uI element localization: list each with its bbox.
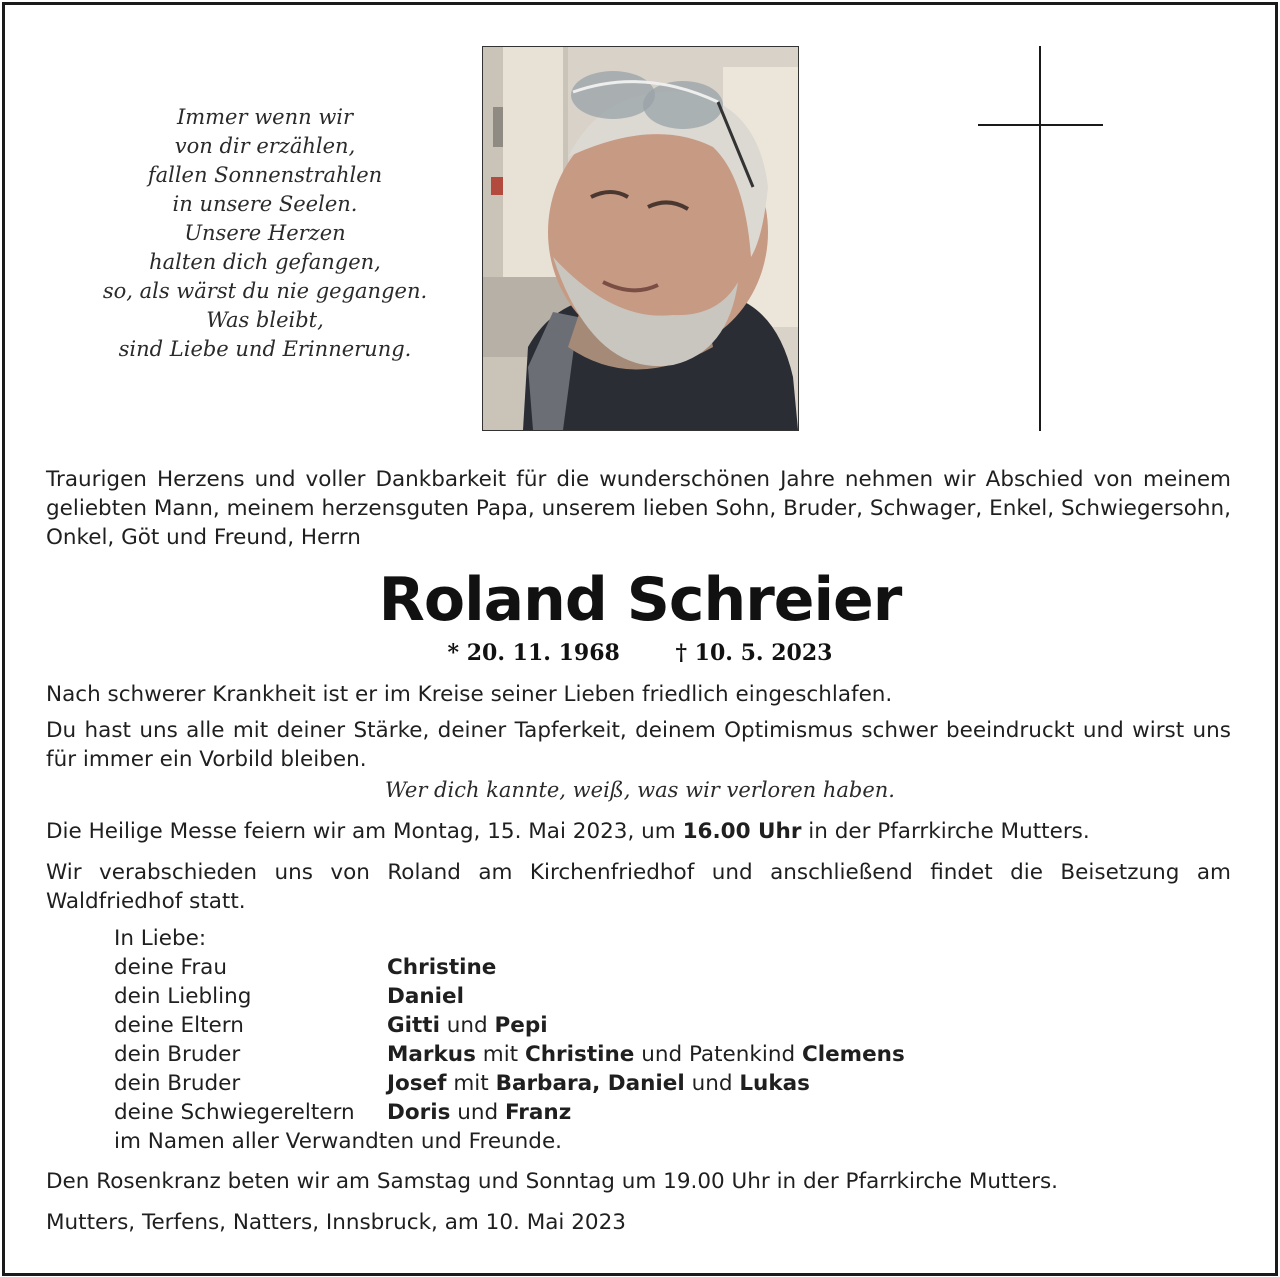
portrait-photo — [482, 46, 799, 431]
birth-date: * 20. 11. 1968 — [447, 640, 620, 666]
family-member: Lukas — [739, 1071, 810, 1096]
family-row — [114, 982, 1114, 1011]
poem-line: Unsere Herzen — [184, 221, 346, 245]
family-members — [387, 1040, 905, 1069]
mass-text-after: in der Pfarrkirche Mutters. — [801, 819, 1090, 844]
conjunction: und Patenkind — [641, 1042, 796, 1067]
poem-line: Was bleibt, — [206, 308, 324, 332]
family-row — [114, 1069, 1114, 1098]
family-member: Doris — [387, 1100, 451, 1125]
family-heading: In Liebe: — [114, 926, 207, 951]
poem-line: von dir erzählen, — [174, 134, 356, 158]
family-closing: im Namen aller Verwandten und Freunde. — [114, 1129, 563, 1154]
deceased-name: Roland Schreier — [378, 565, 902, 635]
family-member: Pepi — [494, 1013, 548, 1038]
poem-line: halten dich gefangen, — [149, 250, 381, 274]
conjunction: und — [446, 1013, 488, 1038]
poem-line: fallen Sonnenstrahlen — [147, 163, 383, 187]
relation-label: dein Bruder — [114, 1071, 241, 1096]
family-member: Christine — [387, 955, 497, 980]
family-members — [387, 1098, 571, 1127]
poem — [40, 103, 490, 364]
conjunction: mit — [453, 1071, 489, 1096]
family-row — [114, 953, 1114, 982]
family-member: Daniel — [387, 984, 464, 1009]
family-row — [114, 1040, 1114, 1069]
relation-label: deine Schwiegereltern — [114, 1100, 355, 1125]
relation-label: dein Liebling — [114, 984, 252, 1009]
burial-info: Wir verabschieden uns von Roland am Kirchenfriedhof und anschließend findet die Beisetzung am Waldfriedhof statt. — [46, 860, 1231, 914]
family-member: Josef — [387, 1071, 447, 1096]
family-member: Clemens — [801, 1042, 905, 1067]
conjunction: mit — [482, 1042, 519, 1067]
family-heading-row — [114, 924, 1114, 953]
family-member: Gitti — [387, 1013, 440, 1038]
rosary-info: Den Rosenkranz beten wir am Samstag und Sonntag um 19.00 Uhr in der Pfarrkirche Mutters. — [46, 1169, 1059, 1194]
life-dates — [0, 638, 1280, 668]
family-list — [114, 924, 1114, 1156]
poem-line: so, als wärst du nie gegangen. — [102, 279, 428, 303]
family-member: Franz — [504, 1100, 572, 1125]
death-date: † 10. 5. 2023 — [675, 640, 833, 666]
mass-time: 16.00 Uhr — [682, 819, 802, 844]
family-members — [387, 1069, 810, 1098]
poem-line: Immer wenn wir — [176, 105, 354, 129]
intro-text: Traurigen Herzens und voller Dankbarkeit für die wunderschönen Jahre nehmen wir Abschied von meinem geliebten Mann, meinem herzensguten Papa, unserem lieben Sohn, Bruder, Schwager, Enkel, Schwiegersohn, Onkel, Göt und Freund, Herrn — [46, 467, 1231, 550]
family-row — [114, 1098, 1114, 1127]
paragraph-tribute: Du hast uns alle mit deiner Stärke, deiner Tapferkeit, deinem Optimismus schwer beeindruckt und wirst uns für immer ein Vorbild bleiben. — [46, 718, 1231, 772]
family-member: Barbara, Daniel — [495, 1071, 685, 1096]
tribute-quote: Wer dich kannte, weiß, was wir verloren haben. — [385, 778, 895, 802]
family-members — [387, 1011, 548, 1040]
relation-label: deine Frau — [114, 955, 227, 980]
paragraph-illness: Nach schwerer Krankheit ist er im Kreise seiner Lieben friedlich eingeschlafen. — [46, 682, 893, 707]
family-member: Markus — [387, 1042, 476, 1067]
mass-text-before: Die Heilige Messe feiern wir am Montag, 15. Mai 2023, um — [46, 819, 683, 844]
family-member: Christine — [524, 1042, 635, 1067]
poem-line: in unsere Seelen. — [172, 192, 358, 216]
family-row — [114, 1011, 1114, 1040]
family-closing-row — [114, 1127, 1114, 1156]
cross-icon — [978, 46, 1103, 431]
conjunction: und — [691, 1071, 733, 1096]
relation-label: dein Bruder — [114, 1042, 241, 1067]
conjunction: und — [457, 1100, 499, 1125]
place-date: Mutters, Terfens, Natters, Innsbruck, am 10. Mai 2023 — [46, 1210, 626, 1235]
relation-label: deine Eltern — [114, 1013, 244, 1038]
poem-line: sind Liebe und Erinnerung. — [118, 337, 412, 361]
mass-info — [46, 817, 1231, 846]
